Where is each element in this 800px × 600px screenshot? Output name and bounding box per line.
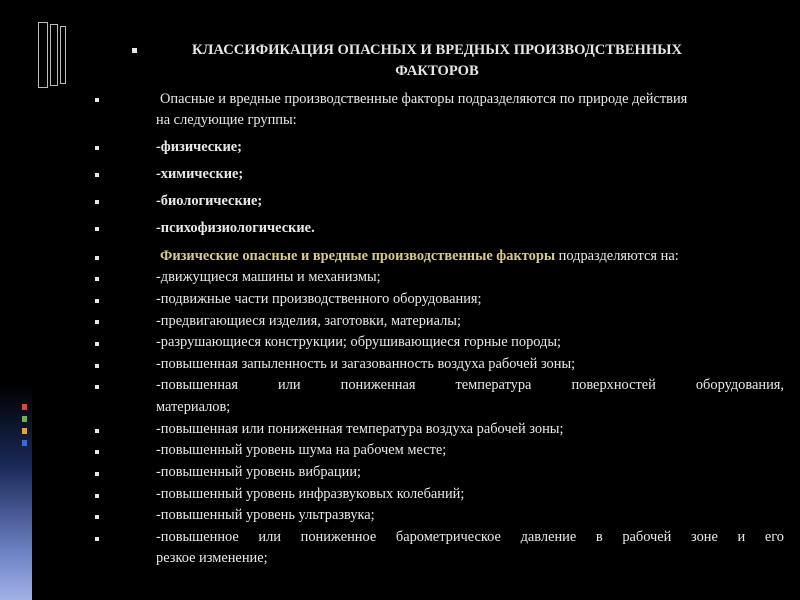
factor-bullet-icon: [95, 320, 99, 324]
title-bullet-icon: [132, 48, 137, 53]
group-item: -психофизиологические.: [156, 220, 315, 236]
group-item: -физические;: [156, 139, 242, 155]
decorative-left-strip: [0, 0, 32, 600]
factor-item: -повышенная или пониженная температура воздуха рабочей зоны;: [156, 421, 564, 437]
factor-bullet-icon: [95, 277, 99, 281]
group-bullet-icon: [95, 200, 99, 204]
factor-item: -предвигающиеся изделия, заготовки, материалы;: [156, 313, 461, 329]
decor-square-red: [22, 404, 27, 410]
factor-item-continuation: материалов;: [156, 399, 231, 415]
factor-bullet-icon: [95, 472, 99, 476]
factor-bullet-icon: [95, 537, 99, 541]
group-item: -биологические;: [156, 193, 263, 209]
group-bullet-icon: [95, 146, 99, 150]
group-item: -химические;: [156, 166, 244, 182]
group-bullet-icon: [95, 227, 99, 231]
decor-square-blue: [22, 440, 27, 446]
factor-item: -повышенный уровень шума на рабочем месте;: [156, 442, 447, 458]
slide: [32, 0, 800, 600]
factor-item: -повышенный уровень вибрации;: [156, 464, 362, 480]
heading-bullet-icon: [95, 256, 99, 260]
title-line-2: ФАКТОРОВ: [395, 63, 479, 79]
intro-bullet-icon: [95, 98, 99, 102]
slide-title: [152, 40, 722, 82]
intro-line-2: на следующие группы:: [156, 112, 297, 128]
decor-frames-icon: [38, 22, 68, 88]
physical-heading-highlight: Физические опасные и вредные производственные факторы: [160, 248, 556, 264]
factor-item: -движущиеся машины и механизмы;: [156, 269, 381, 285]
factor-item: -повышенная или пониженная температура поверхностей оборудования,: [156, 377, 784, 393]
factor-bullet-icon: [95, 342, 99, 346]
factor-item: -подвижные части производственного оборудования;: [156, 291, 482, 307]
decor-square-green: [22, 416, 27, 422]
group-bullet-icon: [95, 173, 99, 177]
factor-bullet-icon: [95, 450, 99, 454]
title-line-1: КЛАССИФИКАЦИЯ ОПАСНЫХ И ВРЕДНЫХ ПРОИЗВОДСТВЕННЫХ: [191, 42, 683, 58]
intro-line-1: Опасные и вредные производственные факторы подразделяются по природе действия: [160, 91, 688, 107]
factor-bullet-icon: [95, 364, 99, 368]
factor-item: -повышенный уровень ультразвука;: [156, 507, 375, 523]
factor-bullet-icon: [95, 494, 99, 498]
factor-item: -повышенное или пониженное барометрическое давление в рабочей зоне и его: [156, 529, 784, 545]
decor-square-orange: [22, 428, 27, 434]
factor-item: -повышенная запыленность и загазованность воздуха рабочей зоны;: [156, 356, 576, 372]
factor-bullet-icon: [95, 515, 99, 519]
factor-item-continuation: резкое изменение;: [156, 550, 268, 566]
factor-bullet-icon: [95, 299, 99, 303]
factor-item: -разрушающиеся конструкции; обрушивающиеся горные породы;: [156, 334, 562, 350]
physical-heading: [160, 248, 679, 265]
physical-heading-tail: подразделяются на:: [555, 248, 679, 264]
factor-item: -повышенный уровень инфразвуковых колебаний;: [156, 486, 465, 502]
factor-bullet-icon: [95, 429, 99, 433]
factor-bullet-icon: [95, 385, 99, 389]
